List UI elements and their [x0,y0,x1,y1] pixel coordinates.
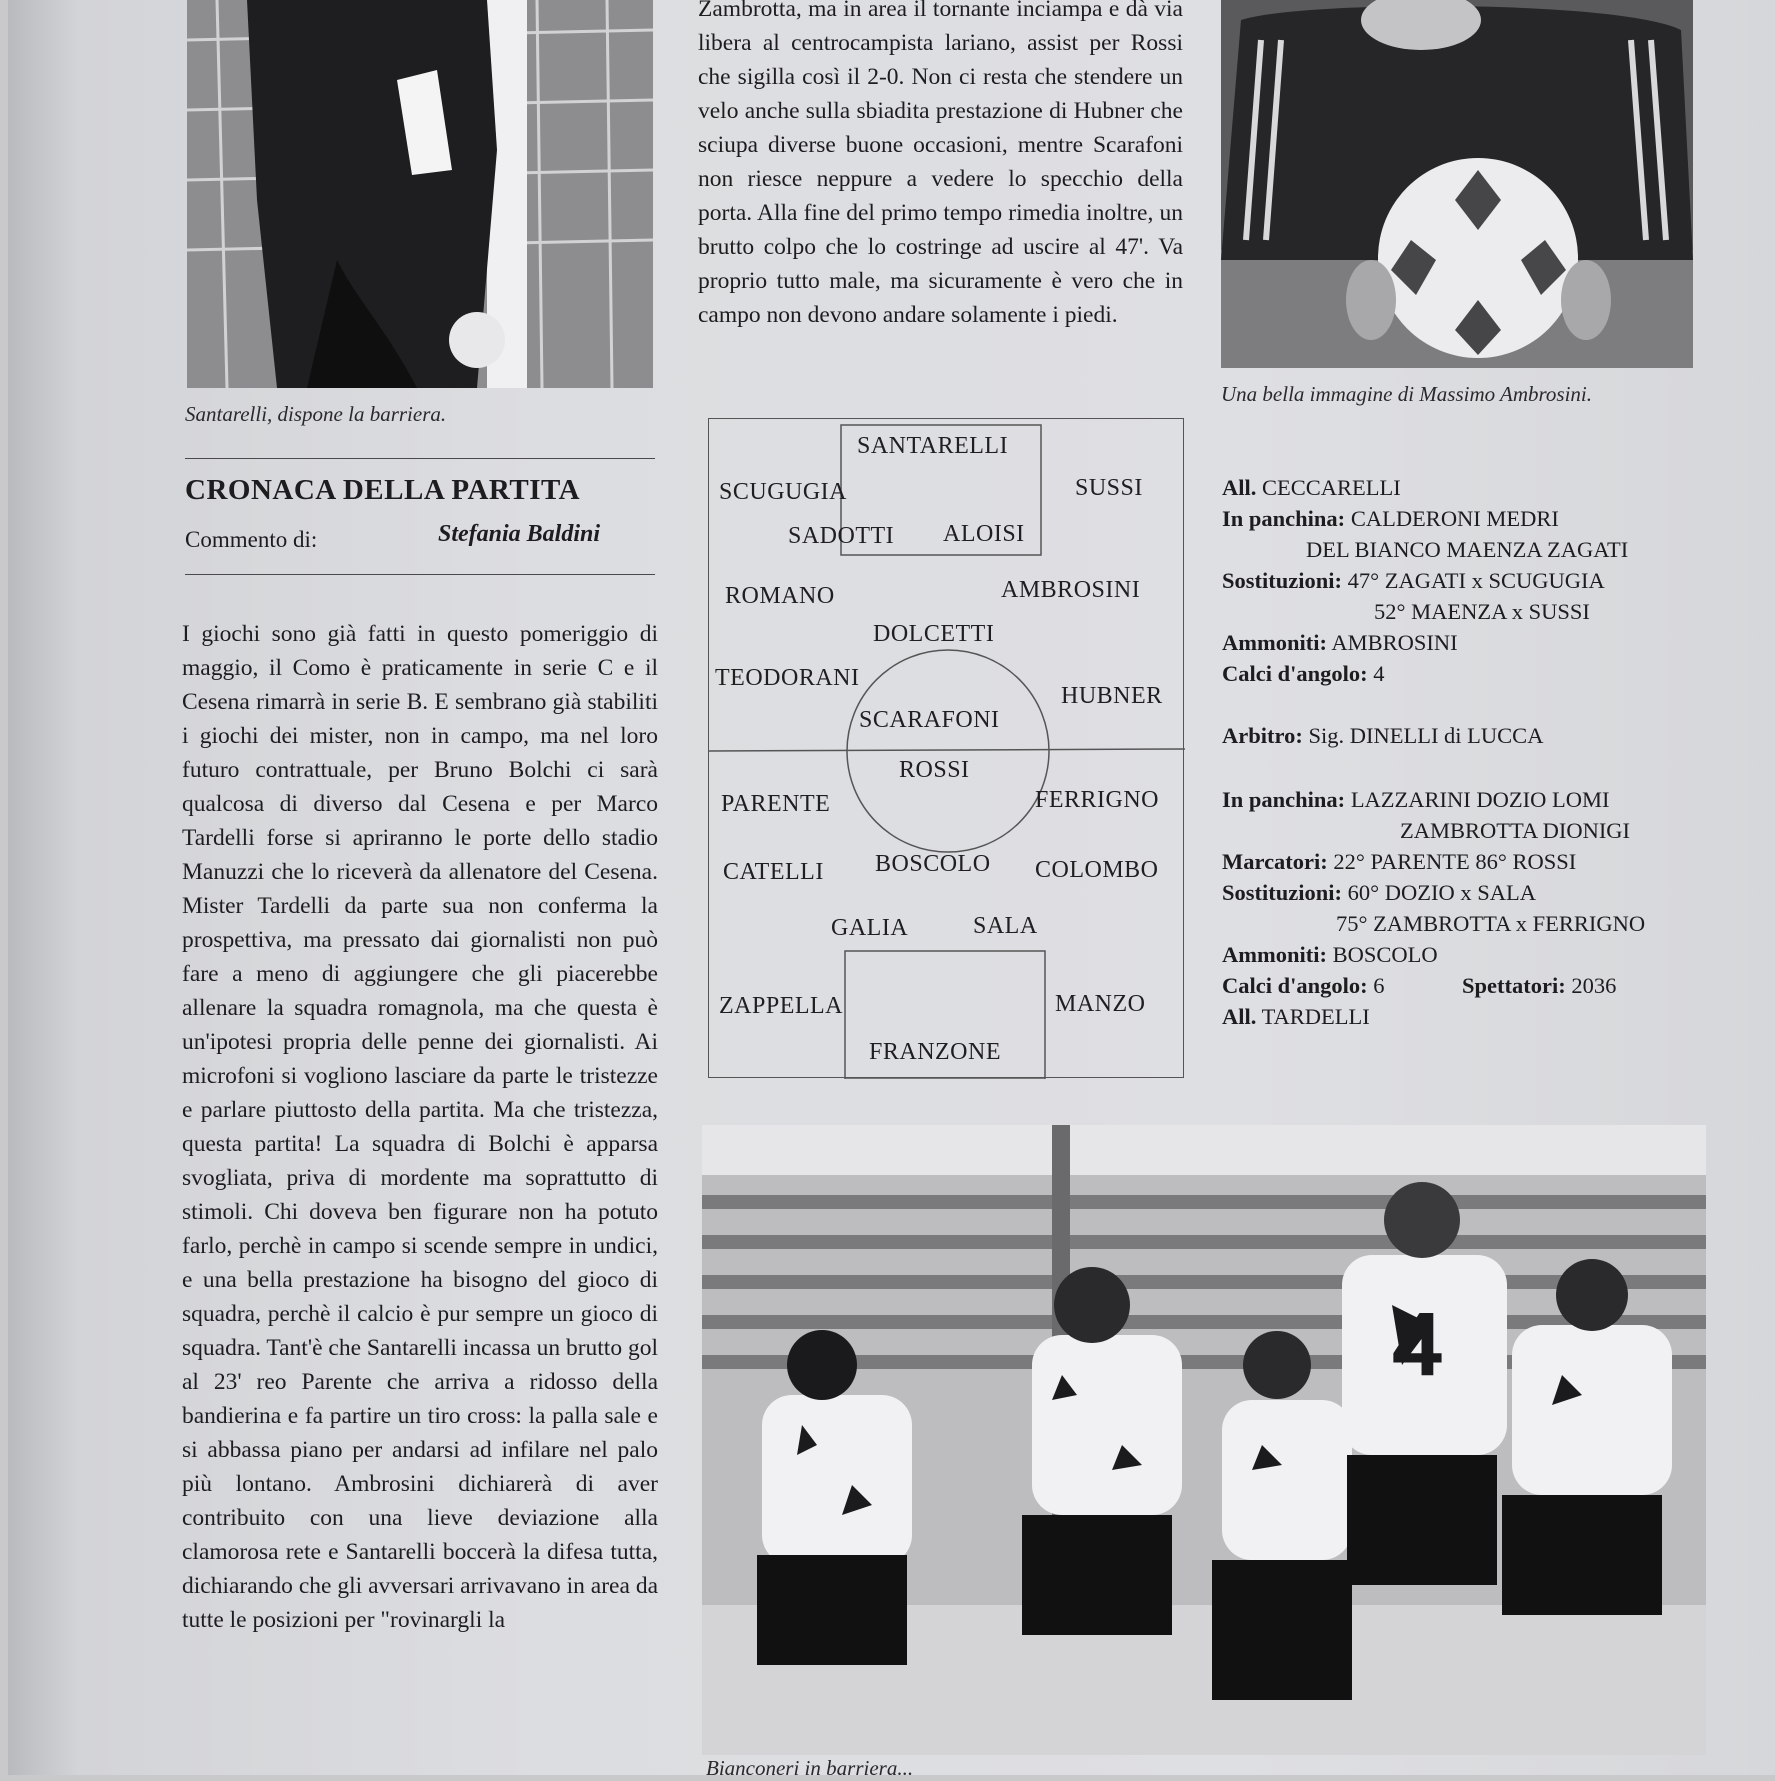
wall-photo [702,1125,1706,1755]
player-dolcetti: DOLCETTI [873,621,995,647]
referee: Sig. DINELLI di LUCCA [1308,723,1544,748]
cesena-coach-row [1222,472,1401,503]
left-column-text [182,617,658,1775]
como-coach-row [1222,1001,1370,1032]
cesena-bench-1: CALDERONI MEDRI [1350,506,1559,531]
wall-caption: Bianconeri in barriera... [706,1756,914,1780]
como-spectators: 2036 [1571,973,1617,998]
como-scorers: 22° PARENTE 86° ROSSI [1333,849,1577,874]
como-corners-row [1222,970,1385,1001]
referee-row [1222,720,1543,751]
player-manzo: MANZO [1055,991,1146,1017]
ambrosini-image [1221,0,1693,368]
cesena-bench-label: In panchina: [1222,506,1346,531]
cesena-bench-2: DEL BIANCO MAENZA ZAGATI [1306,537,1629,562]
player-aloisi: ALOISI [943,521,1025,547]
middle-column-text [698,0,1183,332]
como-coach-label: All. [1222,1004,1257,1029]
heading-bottom-rule [185,574,655,575]
heading-top-rule [185,458,655,459]
ambrosini-photo [1221,0,1693,368]
como-scorers-row [1222,846,1576,877]
player-scarafoni: SCARAFONI [859,707,1000,733]
como-spectators-row [1462,970,1616,1001]
como-corners-label: Calci d'angolo: [1222,973,1368,998]
como-subs-2: 75° ZAMBROTTA x FERRIGNO [1336,911,1646,936]
como-subs-1: 60° DOZIO x SALA [1347,880,1537,905]
cesena-booked-row [1222,627,1458,658]
referee-label: Arbitro: [1222,723,1303,748]
como-spectators-label: Spettatori: [1462,973,1566,998]
cesena-coach-label: All. [1222,475,1257,500]
player-zappella: ZAPPELLA [719,993,843,1019]
player-catelli: CATELLI [723,859,824,885]
cesena-subs-row [1222,565,1605,596]
player-rossi: ROSSI [899,757,970,783]
goalkeeper-image [187,0,653,388]
byline-label: Commento di: [185,527,318,552]
magazine-page [8,0,1775,1780]
player-sadotti: SADOTTI [788,523,895,549]
article-heading: CRONACA DELLA PARTITA [185,474,581,506]
cesena-corners-row [1222,658,1385,689]
byline-author: Stefania Baldini [438,521,601,547]
middle-column-paragraph: Zambrotta, ma in area il tornante inciampa e dà via libera al centrocampista lariano, assist per Rossi che sigilla così il 2-0. Non ci resta che stendere un velo anche sulla sbiadita prestazione di Hubner che sciupa diverse buone occasioni, mentre Scarafoni non riesce neppure a vedere lo specchio della porta. Alla fine del primo tempo rimedia inoltre, un brutto colpo che lo costringe ad uscire al 47'. Va proprio tutto male, ma sicuramente è vero che in campo non devono andare solamente i piedi. [698,0,1183,328]
cesena-corners-label: Calci d'angolo: [1222,661,1368,686]
como-bench-2: ZAMBROTTA DIONIGI [1400,818,1631,843]
player-sussi: SUSSI [1075,475,1143,501]
pitch-lines [709,419,1185,1079]
cesena-subs-2: 52° MAENZA x SUSSI [1374,599,1590,624]
como-booked: BOSCOLO [1332,942,1438,967]
player-santarelli: SANTARELLI [857,433,1009,459]
player-romano: ROMANO [725,583,835,609]
match-stats [1222,472,1692,1032]
player-colombo: COLOMBO [1035,857,1159,883]
cesena-bench-row [1222,503,1559,534]
cesena-subs-label: Sostituzioni: [1222,568,1343,593]
player-hubner: HUBNER [1061,683,1163,709]
player-parente: PARENTE [721,791,831,817]
goalkeeper-photo [187,0,653,388]
player-ferrigno: FERRIGNO [1035,787,1160,813]
como-subs-label: Sostituzioni: [1222,880,1343,905]
ambrosini-caption: Una bella immagine di Massimo Ambrosini. [1221,382,1592,406]
player-franzone: FRANZONE [869,1039,1002,1065]
left-column-paragraph: I giochi sono già fatti in questo pomeriggio di maggio, il Como è praticamente in serie C e il Cesena rimarrà in serie B. E sembrano già stabiliti i giochi dei mister, non in campo, ma nel loro futuro contrattuale, per Bruno Bolchi ci sarà qualcosa di diverso dal Cesena e per Marco Tardelli forse si apriranno le porte dello stadio Manuzzi che lo riceverà da allenatore del Cesena. Mister Tardelli da parte sua non conferma la prospettiva, ma pressato dai giornalisti non può fare a meno di aggiungere che gli piacerebbe allenare la squadra romagnola, ma che questa è un'ipotesi propria delle penne dei giornalisti. Ai microfoni si vogliono lasciare da parte le tristezze e parlare piuttosto della partita. Ma che tristezza, questa partita! La squadra di Bolchi è apparsa svogliata, priva di mordente ma soprattutto di stimoli. Chi doveva ben figurare non ha potuto farlo, perchè in campo si scende sempre in undici, e una bella prestazione ha bisogno del gioco di squadra, perchè il calcio è pur sempre un gioco di squadra. Tant'è che Santarelli incassa un brutto gol al 23' reo Parente che arriva a ridosso della bandierina e fa partire un tiro cross: la palla sale e si abbassa piano per andarsi ad infilare nel palo più lontano. Ambrosini dichiarerà di aver contribuito con una lieve deviazione alla clamorosa rete e Santarelli boccerà la difesa tutta, dichiarando che gli avversari arrivavano in area da tutte le posizioni per "rovinargli la [182,621,658,1633]
como-booked-label: Ammoniti: [1222,942,1327,967]
como-bench-row [1222,784,1610,815]
player-ambrosini: AMBROSINI [1001,577,1141,603]
formation-pitch [708,418,1184,1078]
player-boscolo: BOSCOLO [875,851,991,877]
como-bench-1: LAZZARINI DOZIO LOMI [1350,787,1610,812]
cesena-booked: AMBROSINI [1331,630,1458,655]
como-scorers-label: Marcatori: [1222,849,1328,874]
player-sala: SALA [973,913,1038,939]
wall-image [702,1125,1706,1755]
jersey-number-graphic: 4 [1392,1295,1443,1395]
como-corners: 6 [1373,973,1385,998]
como-booked-row [1222,939,1438,970]
cesena-corners: 4 [1373,661,1385,686]
player-galia: GALIA [831,915,909,941]
como-subs-row [1222,877,1536,908]
como-coach: TARDELLI [1261,1004,1370,1029]
cesena-booked-label: Ammoniti: [1222,630,1327,655]
player-teodorani: TEODORANI [715,665,860,691]
player-scugugia: SCUGUGIA [719,479,848,505]
goalkeeper-caption: Santarelli, dispone la barriera. [185,402,447,426]
cesena-subs-1: 47° ZAGATI x SCUGUGIA [1347,568,1605,593]
cesena-coach: CECCARELLI [1262,475,1401,500]
como-bench-label: In panchina: [1222,787,1346,812]
